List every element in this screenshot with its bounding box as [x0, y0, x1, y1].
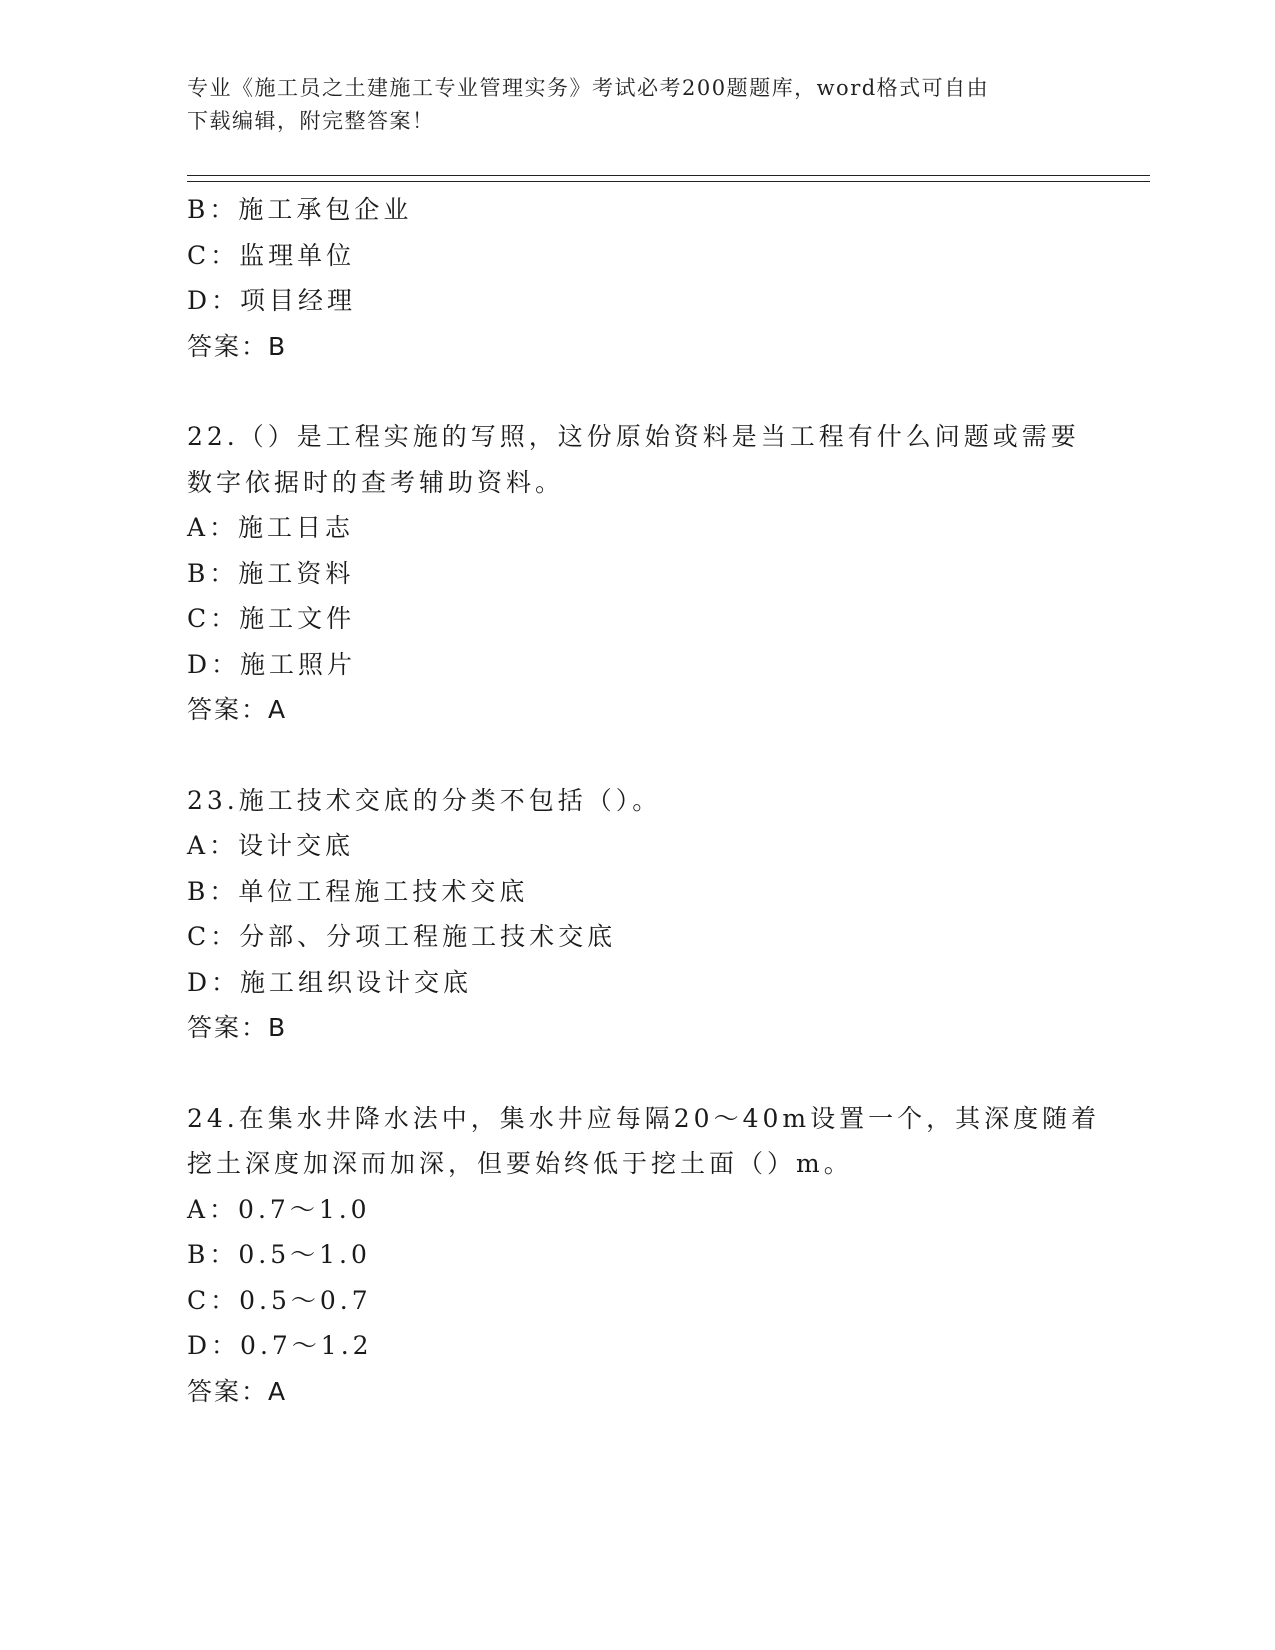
header-divider-top: [187, 175, 1150, 176]
document-header: [187, 72, 1087, 138]
option-a: A：设计交底: [187, 831, 355, 860]
question-text: 23.施工技术交底的分类不包括（）。: [187, 785, 662, 815]
option-a: A：施工日志: [187, 513, 355, 542]
header-line-2: 下载编辑，附完整答案！: [187, 109, 435, 133]
option-c: C：0.5～0.7: [187, 1285, 372, 1315]
spacer: [187, 369, 1087, 414]
answer-line: 答案：B: [187, 331, 288, 361]
answer-line: 答案：A: [187, 695, 288, 724]
option-c: C：分部、分项工程施工技术交底: [187, 922, 617, 951]
option-b: B：单位工程施工技术交底: [187, 876, 529, 906]
option-b: B：施工承包企业: [187, 195, 413, 224]
option-c: C：监理单位: [187, 240, 356, 270]
option-c: C：施工文件: [187, 604, 356, 633]
option-b: B：施工资料: [187, 558, 355, 588]
option-d: D：项目经理: [187, 286, 357, 315]
spacer: [187, 1051, 1087, 1096]
spacer: [187, 733, 1087, 778]
option-a: A：0.7～1.0: [187, 1194, 371, 1224]
question-block-23: [187, 778, 1087, 1051]
option-d: D：0.7～1.2: [187, 1331, 373, 1360]
header-divider-bottom: [187, 181, 1150, 182]
answer-line: 答案：B: [187, 1013, 288, 1042]
header-line-1: 专业《施工员之土建施工专业管理实务》考试必考200题题库，word格式可自由: [187, 76, 990, 100]
option-d: D：施工照片: [187, 649, 357, 679]
question-text: 数字依据时的查考辅助资料。: [187, 467, 565, 497]
question-text: 22.（）是工程实施的写照，这份原始资料是当工程有什么问题或需要: [187, 422, 1080, 451]
question-text: 24.在集水井降水法中，集水井应每隔20～40m设置一个，其深度随着: [187, 1103, 1101, 1133]
option-d: D：施工组织设计交底: [187, 967, 473, 997]
question-block-22: [187, 414, 1087, 733]
option-b: B：0.5～1.0: [187, 1240, 371, 1269]
question-list: [187, 187, 1101, 1414]
question-block-24: [187, 1096, 1101, 1415]
question-text: 挖土深度加深而加深，但要始终低于挖土面（）m。: [187, 1149, 853, 1178]
answer-line: 答案：A: [187, 1376, 288, 1406]
question-block-21: [187, 187, 1087, 369]
